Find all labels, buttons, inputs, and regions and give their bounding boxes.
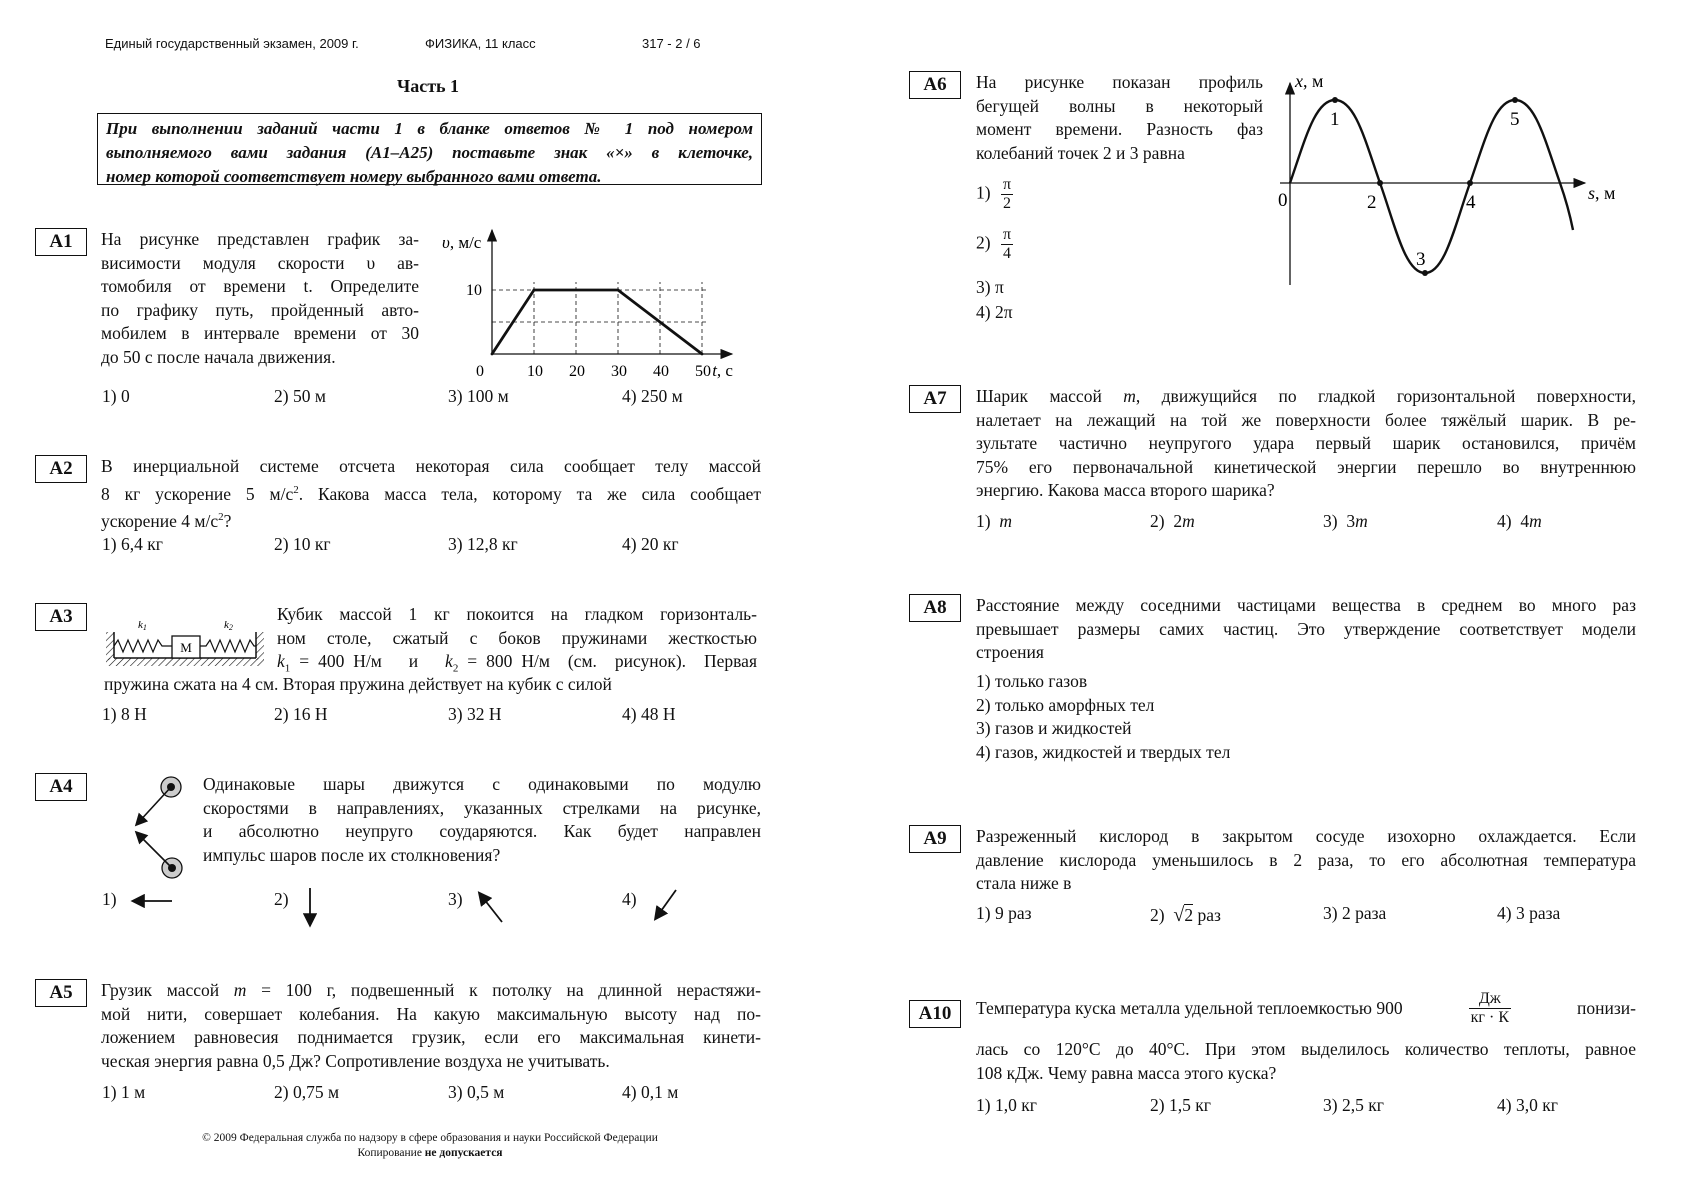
point-label-1: 1 [1330,109,1340,130]
a8-line: Расстояние между соседними частицами вещества в среднем во много раз [976,595,1636,615]
a2-line3b: ? [223,510,232,531]
a2-line2a: 8 кг ускорение 5 м/с [101,483,294,504]
a4-answer-1[interactable]: 1) [102,889,117,909]
a7-answer-4[interactable] [1497,510,1542,532]
a6-ans2-num: 2) [976,232,991,253]
a2-line3a: ускорение 4 м/с [101,510,219,531]
a2-text [101,455,761,533]
a4-line: импульс шаров после их столкновения? [203,844,501,865]
frac-top: π [1002,176,1012,193]
data-point [491,353,494,356]
arrow-left-icon[interactable] [128,890,176,912]
table-surface [106,658,264,666]
k1-label: k1 [138,619,147,632]
a9-answer-1[interactable]: 1) 9 раз [976,903,1032,923]
velocity-arrow-2 [137,833,172,868]
m-symbol: m [233,980,247,1000]
question-label-a10: А10 [909,1000,961,1028]
a6-text [976,71,1263,165]
a10-text [976,1038,1636,1085]
a7-answer-2[interactable] [1150,510,1195,532]
page-number: 317 - 2 / 6 [642,36,701,51]
copyright-line: © 2009 Федеральная служба по надзору в сфере образования и науки Российской Федерации [202,1132,658,1144]
k1-sub: 1 [284,662,291,675]
question-label-a1: А1 [35,228,87,256]
a7-ans-num: 4) 4 [1497,511,1530,531]
left-wall [106,632,114,660]
a7-line [976,385,1636,409]
wave-point-3 [1422,270,1428,276]
a5-answer-2[interactable]: 2) 0,75 м [274,1082,340,1102]
a4-line: скоростями в направлениях, указанных стрелками на рисунке, [203,797,761,818]
a9-line: давление кислорода уменьшилось в 2 раза, то его абсолютная температура [976,849,1636,870]
a1-text [101,228,419,369]
frac-bottom: 2 [1002,195,1011,212]
a10-answer-1[interactable]: 1) 1,0 кг [976,1095,1037,1115]
data-point [533,289,536,292]
question-label-a8: А8 [909,594,961,622]
a6-line: бегущей волны в некоторый [976,95,1263,116]
a5-answer-3[interactable]: 3) 0,5 м [448,1082,505,1102]
question-label-a6: А6 [909,71,961,99]
a2-answer-2[interactable]: 2) 10 кг [274,534,331,554]
point-label-2: 2 [1367,192,1377,213]
a10-line-1 [976,990,1636,1027]
wave-point-1 [1332,97,1338,103]
a3-line: ном столе, сжатый с боков пружинами жесткостью [277,627,757,648]
instruction-line-3: номер которой соответствует номеру выбранного вами ответа. [106,167,602,186]
data-point [701,353,704,356]
wave-point-2 [1377,180,1383,186]
subject-label: ФИЗИКА, 11 класс [425,36,536,51]
sqrt-radicand: 2 [1184,905,1194,925]
m-symbol: m [999,511,1012,531]
a2-line [101,506,761,533]
a9-line: Разреженный кислород в закрытом сосуде изохорно охлаждается. Если [976,826,1636,846]
a4-answer-3[interactable]: 3) [448,889,463,909]
a2-sup: 2 [293,483,299,496]
a7-line: зультате частично неупругого удара первый шарик остановился, причём [976,433,1636,453]
a5-line: мой нити, совершает колебания. На какую максимальную высоту над по- [101,1003,761,1024]
a6-line: На рисунке показан профиль [976,72,1263,92]
question-label-a2: А2 [35,455,87,483]
copy-notice [150,1146,710,1161]
y-axis-label: x, м [1295,71,1324,91]
a7-line: налетает на лежащий на той же поверхности более тяжёлый шарик. В ре- [976,409,1636,430]
x-tick-label: 20 [569,363,585,380]
a10-answer-3[interactable]: 3) 2,5 кг [1323,1095,1384,1115]
part-title: Часть 1 [397,76,460,96]
a7-ans-num: 3) 3 [1323,511,1356,531]
a3-answer-2[interactable]: 2) 16 Н [274,704,328,724]
a1-velocity-graph [430,228,760,388]
a1-line: мобилем в интервале времени от 30 [101,323,419,343]
a6-answer-1[interactable] [976,176,1013,213]
point-label-3: 3 [1416,249,1426,270]
pi-over-4 [1001,226,1013,263]
a3-line: Кубик массой 1 кг покоится на гладком горизонталь- [277,604,757,624]
arrow-down-icon[interactable] [300,886,320,930]
frac-top: π [1002,226,1012,243]
question-label-a5: А5 [35,979,87,1007]
a10-line1b: понизи- [1577,997,1636,1018]
a7-line1b: , движущийся по гладкой горизонтальной поверхности, [1135,386,1636,406]
a10-line: лась со 120°С до 40°С. При этом выделилось количество теплоты, равное [976,1039,1636,1059]
m-symbol: m [1355,511,1368,531]
a7-ans-num: 2) 2 [1150,511,1183,531]
a4-line: Одинаковые шары движутся с одинаковыми по модулю [203,774,761,794]
m-symbol: m [1529,511,1542,531]
arrow-down-left-icon[interactable] [648,886,684,926]
wave-point-4 [1467,180,1473,186]
point-label-5: 5 [1510,109,1520,130]
point-label-0: 0 [1278,190,1288,211]
a2-answer-4[interactable]: 4) 20 кг [622,534,679,554]
a1-line: томобиля от времени t. Определите [101,276,419,296]
a5-line1a: Грузик массой [101,980,234,1000]
copy-notice-a: Копирование [357,1147,425,1159]
a8-answer-1[interactable]: 1) только газов [976,671,1088,691]
frac-bottom: 4 [1002,245,1011,262]
k2-label: k2 [224,619,233,632]
question-label-a4: А4 [35,773,87,801]
k2-sub: 2 [452,662,459,675]
a4-answer-4[interactable]: 4) [622,889,637,909]
a6-line: момент времени. Разность фаз [976,119,1263,139]
a6-answer-4[interactable]: 4) 2π [976,302,1013,322]
a5-answer-4[interactable]: 4) 0,1 м [622,1082,679,1102]
a6-wave-graph [1270,65,1640,295]
a2-sup: 2 [218,510,224,523]
a2-answer-3[interactable]: 3) 12,8 кг [448,534,518,554]
spring-2 [200,640,256,652]
a1-line: На рисунке представлен график за- [101,229,419,249]
a3-line: пружина сжата на 4 см. Вторая пружина действует на кубик с силой [104,674,612,694]
specific-heat-unit [1469,990,1511,1027]
a6-answer-2[interactable] [976,226,1013,263]
a1-answer-4[interactable]: 4) 250 м [622,386,683,406]
a7-answer-3[interactable] [1323,510,1368,532]
a3-line3d: = 800 Н/м (см. рисунок). Первая [458,651,757,671]
data-point [617,289,620,292]
a1-answer-2[interactable]: 2) 50 м [274,386,326,406]
question-label-a9: А9 [909,825,961,853]
instruction-line-2: выполняемого вами задания (А1–А25) поставьте знак «×» в клеточке, [106,143,753,162]
cube-label: M [180,640,192,655]
a8-line: строения [976,642,1044,662]
point-label-4: 4 [1466,192,1476,213]
a1-line: висимости модуля скорости υ ав- [101,252,419,273]
a6-line: колебаний точек 2 и 3 равна [976,142,1185,163]
x-axis-label: s, м [1588,183,1616,203]
a9-answer-4[interactable]: 4) 3 раза [1497,903,1561,923]
a4-line: и абсолютно неупруго соударяются. Как будет направлен [203,821,761,841]
a8-line: превышает размеры самих частиц. Это утверждение соответствует модели [976,618,1636,639]
instruction-box [97,113,762,185]
a5-text [101,979,761,1073]
copy-notice-b: не допускается [424,1147,503,1159]
a7-line1a: Шарик массой [976,386,1124,406]
a6-answer-3[interactable]: 3) π [976,277,1004,297]
x-tick-label: 0 [476,363,484,380]
a10-line1a: Температура куска металла удельной теплоемкостью 900 [976,997,1403,1018]
x-axis-label: t, c [712,361,733,380]
a4-text [203,773,761,867]
a7-line: энергию. Какова масса второго шарика? [976,480,1275,500]
a1-answer-3[interactable]: 3) 100 м [448,386,509,406]
footer [150,1131,710,1161]
x-tick-label: 50 [695,363,711,380]
a3-answer-3[interactable]: 3) 32 Н [448,704,502,724]
a10-answer-2[interactable]: 2) 1,5 кг [1150,1095,1211,1115]
question-label-a3: А3 [35,603,87,631]
m-symbol: m [1182,511,1195,531]
a5-line [101,979,761,1003]
a3-answer-1[interactable]: 1) 8 Н [102,704,147,724]
a1-line: до 50 с после начала движения. [101,346,336,367]
a5-line: ческая энергия равна 0,5 Дж? Сопротивление воздуха не учитывать. [101,1050,610,1071]
y-axis-label: υ, м/с [442,233,482,252]
y-tick-label: 10 [466,282,482,299]
a3-answer-4[interactable]: 4) 48 Н [622,704,676,724]
a5-answer-1[interactable]: 1) 1 м [102,1082,146,1102]
frac-bottom: кг · К [1470,1009,1509,1026]
a10-line: 108 кДж. Чему равна масса этого куска? [976,1062,1277,1083]
right-wall [256,632,264,660]
a8-text [976,594,1636,665]
a3-spring-figure [104,614,266,670]
a9-ans2-num: 2) [1150,905,1174,925]
sqrt-icon: √ [1173,904,1185,926]
k2-symbol: k [445,651,453,671]
a1-answer-1[interactable]: 1) 0 [102,386,130,406]
a7-line: 75% его первоначальной кинетической энергии перешло во внутреннюю [976,456,1636,477]
instruction-line-1: При выполнении заданий части 1 в бланке ответов № 1 под номером [106,119,753,138]
a10-answer-4[interactable]: 4) 3,0 кг [1497,1095,1558,1115]
x-tick-label: 40 [653,363,669,380]
a2-line: В инерциальной системе отсчета некоторая сила сообщает телу массой [101,456,761,476]
a7-text [976,385,1636,503]
a6-ans1-num: 1) [976,182,991,203]
a2-answer-1[interactable]: 1) 6,4 кг [102,534,163,554]
a8-answer-3[interactable]: 3) газов и жидкостей [976,718,1132,738]
frac-top: Дж [1469,990,1511,1009]
a3-text-tail [104,673,764,697]
a9-answer-2[interactable] [1150,904,1221,926]
a9-line: стала ниже в [976,873,1072,893]
a2-line [101,479,761,506]
a9-text [976,825,1636,896]
m-symbol: m [1123,386,1136,406]
k1-symbol: k [277,651,285,671]
wave-point-5 [1512,97,1518,103]
a5-line1b: = 100 г, подвешенный к потолку на длинной нерастяжи- [246,980,761,1000]
pi-over-2 [1001,176,1013,213]
a4-answer-2[interactable]: 2) [274,889,289,909]
a3-text [277,603,757,681]
a7-answer-1[interactable] [976,510,1012,532]
a4-balls-figure [125,770,195,885]
a8-answer-4[interactable]: 4) газов, жидкостей и твердых тел [976,742,1231,762]
spring-1 [114,640,172,652]
a9-answer-3[interactable]: 3) 2 раза [1323,903,1387,923]
a7-ans-num: 1) [976,511,1000,531]
a9-ans2-unit: раз [1193,905,1221,925]
a8-answer-2[interactable]: 2) только аморфных тел [976,695,1155,715]
x-tick-label: 10 [527,363,543,380]
x-tick-label: 30 [611,363,627,380]
a5-line: ложением равновесия поднимается грузик, если его максимальная кинети- [101,1027,761,1047]
velocity-arrow-1 [137,787,171,824]
a3-line3b: = 400 Н/м и [290,651,446,671]
arrow-up-left-icon[interactable] [474,886,510,926]
question-label-a7: А7 [909,385,961,413]
a2-line2b: . Какова масса тела, которому та же сила сообщает [298,483,761,504]
exam-title: Единый государственный экзамен, 2009 г. [105,36,359,51]
a1-line: по графику путь, пройденный авто- [101,299,419,320]
